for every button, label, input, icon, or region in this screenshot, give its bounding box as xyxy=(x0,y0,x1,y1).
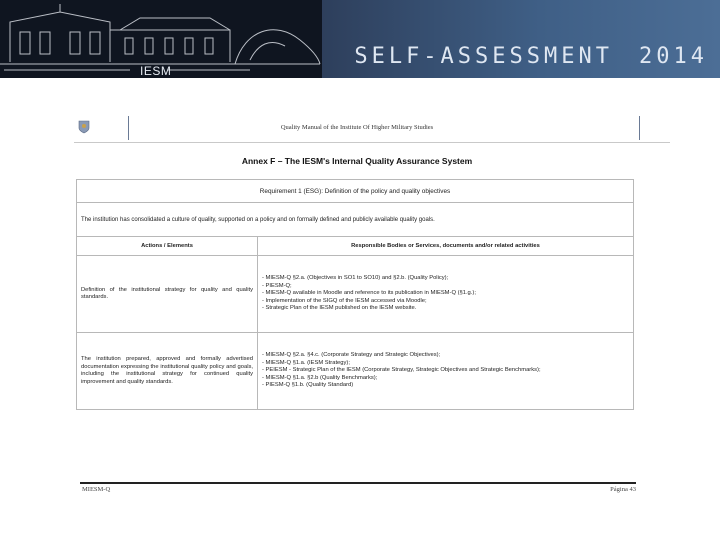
column-header-actions: Actions / Elements xyxy=(77,237,258,256)
table-row xyxy=(77,333,634,410)
logo-text: IESM xyxy=(140,64,172,78)
list-item: - Strategic Plan of the IESM published on the IESM website. xyxy=(262,305,417,312)
institute-logo xyxy=(0,0,322,78)
document-header-text: Quality Manual of the Institute Of Higher Military Studies xyxy=(280,124,434,131)
responsible-cell xyxy=(258,256,634,333)
header-divider xyxy=(639,116,640,140)
table-row xyxy=(77,256,634,333)
requirement-description: The institution has consolidated a culture of quality, supported on a policy and on formally defined and publicly available quality goals. xyxy=(77,203,634,237)
list-item: - PEIESM - Strategic Plan of the IESM (Corporate Strategy, Strategic Objectives and Strategic Benchmarks); xyxy=(262,367,541,374)
list-item: - MIESM-Q §1.a. (IESM Strategy); xyxy=(262,359,350,366)
list-item: - PIESM-Q §1.b. (Quality Standard) xyxy=(262,382,354,389)
slide-title xyxy=(354,44,708,69)
slide-title-year: 2014 xyxy=(639,44,708,69)
requirement-title: Requirement 1 (ESG): Definition of the policy and quality objectives xyxy=(77,180,634,203)
list-item: - MIESM-Q §2.a. §4.c. (Corporate Strategy and Strategic Objectives); xyxy=(262,352,441,359)
list-item: - PIESM-Q; xyxy=(262,282,292,289)
action-cell: The institution prepared, approved and formally advertised documentation expressing the institutional quality policy and goals, including the institutional strategy for continued quality improvement and quality standards. xyxy=(77,333,258,410)
action-cell: Definition of the institutional strategy for quality and quality standards. xyxy=(77,256,258,333)
requirement-table xyxy=(76,179,634,410)
footer-page-number: Página 43 xyxy=(610,486,636,493)
document-header xyxy=(74,116,640,140)
list-item: - MIESM-Q §2.a. (Objectives in SO1 to SO10) and §2.b. (Quality Policy); xyxy=(262,275,449,282)
list-item: - MIESM-Q §1.a. §2.b (Quality Benchmarks); xyxy=(262,374,378,381)
header-banner xyxy=(0,0,720,78)
footer-document-code: MIESM-Q xyxy=(82,486,111,493)
list-item: - MIESM-Q available in Moodle and reference to its publication in MIESM-Q (§1.g.); xyxy=(262,290,476,297)
annex-title: Annex F – The IESM's Internal Quality Assurance System xyxy=(241,156,473,166)
slide-title-text: SELF-ASSESSMENT xyxy=(354,44,614,69)
responsible-cell xyxy=(258,333,634,410)
footer-rule xyxy=(80,482,636,484)
list-item: - Implementation of the SIGQ of the IESM accessed via Moodle; xyxy=(262,297,427,304)
header-rule xyxy=(74,142,670,143)
column-header-responsible: Responsible Bodies or Services, documents and/or related activities xyxy=(258,237,634,256)
document-page xyxy=(74,116,640,416)
